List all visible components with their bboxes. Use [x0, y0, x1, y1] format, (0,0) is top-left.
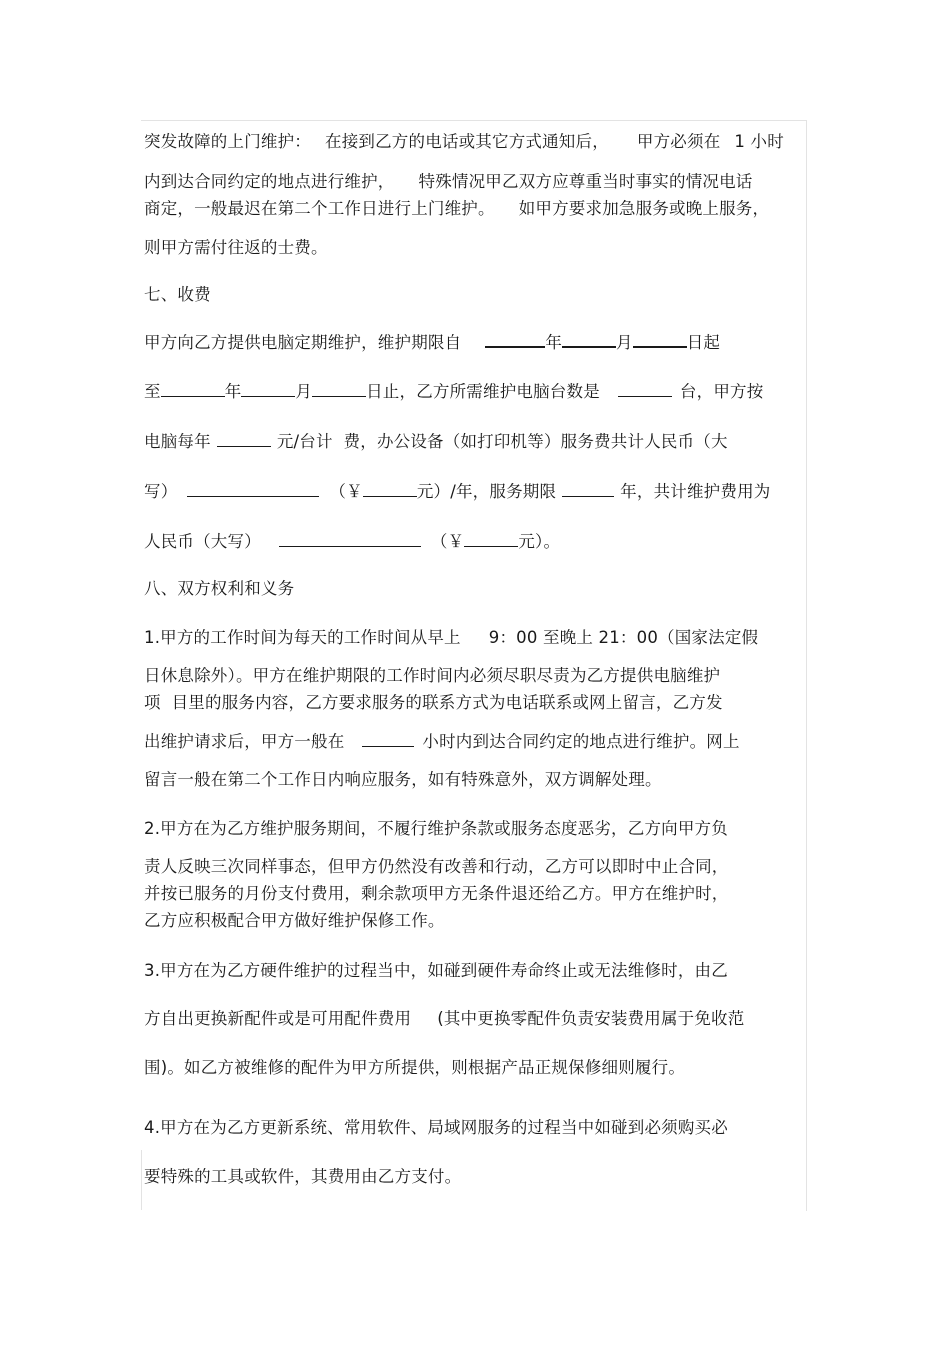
clause-1-line-1 — [144, 627, 758, 649]
end-year-blank[interactable] — [161, 381, 225, 397]
fee-text: 元/台计 费，办公设备（如打印机等）服务费共计人民币（大 — [276, 432, 728, 451]
clause-text: 9：00 至晚上 21：00（国家法定假 — [488, 628, 759, 647]
fee-text: 年 — [545, 333, 563, 352]
fee-line-5 — [144, 531, 560, 553]
onsite-line-4: 则甲方需付往返的士费。 — [144, 238, 328, 257]
fee-text: （￥ — [430, 532, 465, 551]
onsite-line-3 — [144, 198, 769, 220]
start-day-blank[interactable] — [633, 331, 687, 348]
onsite-text: 特殊情况甲乙双方应尊重当时事实的情况电话 — [418, 172, 753, 191]
grand-total-amount-blank[interactable] — [464, 531, 518, 547]
page-frame-left-edge — [141, 1150, 142, 1210]
onsite-line-2 — [144, 171, 753, 193]
annual-fee-blank[interactable] — [217, 431, 271, 447]
clause-2-line-3: 并按已服务的月份支付费用，剩余款项甲方无条件退还给乙方。甲方在维护时， — [144, 884, 729, 903]
clause-text: 方自出更换新配件或是可用配件费用 — [144, 1009, 412, 1028]
clause-2-line-4: 乙方应积极配合甲方做好维护保修工作。 — [144, 911, 445, 930]
onsite-text: 内到达合同约定的地点进行维护， — [144, 172, 395, 191]
fee-text: 甲方向乙方提供电脑定期维护，维护期限自 — [144, 333, 462, 352]
clause-1-line-3: 项 目里的服务内容，乙方要求服务的联系方式为电话联系或网上留言，乙方发 — [144, 693, 723, 712]
clause-1-line-4 — [144, 731, 740, 753]
section-heading-rights: 八、双方权利和义务 — [144, 579, 295, 598]
onsite-text: 突发故障的上门维护： — [144, 132, 311, 151]
clause-3-line-1: 3.甲方在为乙方硬件维护的过程当中，如碰到硬件寿命终止或无法维修时，由乙 — [144, 961, 728, 980]
fee-text: 日起 — [686, 333, 721, 352]
start-month-blank[interactable] — [562, 331, 616, 348]
onsite-text: 甲方必须在 — [636, 132, 721, 151]
clause-4-line-2: 要特殊的工具或软件，其费用由乙方支付。 — [144, 1167, 462, 1186]
fee-line-3 — [144, 431, 728, 453]
fee-text: 元）。 — [518, 532, 561, 551]
response-hours-blank[interactable] — [362, 731, 414, 747]
onsite-text: 1 小时 — [734, 132, 784, 151]
section-heading-fees: 七、收费 — [144, 285, 211, 304]
clause-2-line-1: 2.甲方在为乙方维护服务期间，不履行维护条款或服务态度恶劣，乙方向甲方负 — [144, 819, 728, 838]
fee-text: 日止，乙方所需维护电脑台数是 — [366, 382, 600, 401]
annual-total-amount-blank[interactable] — [363, 481, 417, 497]
clause-text: 出维护请求后，甲方一般在 — [144, 732, 345, 751]
fee-text: 元）/年，服务期限 — [416, 482, 557, 501]
clause-2-line-2: 责人反映三次同样事态，但甲方仍然没有改善和行动，乙方可以即时中止合同， — [144, 857, 729, 876]
clause-text: (其中更换零配件负责安装费用属于免收范 — [437, 1009, 745, 1028]
onsite-text: 在接到乙方的电话或其它方式通知后， — [325, 132, 609, 151]
clause-text: 小时内到达合同约定的地点进行维护。网上 — [422, 732, 740, 751]
grand-total-words-blank[interactable] — [279, 531, 421, 547]
computer-count-blank[interactable] — [618, 381, 672, 397]
clause-3-line-3: 围)。如乙方被维修的配件为甲方所提供，则根据产品正规保修细则履行。 — [144, 1058, 686, 1077]
clause-4-line-1: 4.甲方在为乙方更新系统、常用软件、局域网服务的过程当中如碰到必须购买必 — [144, 1118, 728, 1137]
fee-text: 人民币（大写） — [144, 532, 261, 551]
onsite-line-1 — [144, 131, 784, 153]
fee-text: 年 — [224, 382, 242, 401]
clause-text: 1.甲方的工作时间为每天的工作时间从早上 — [144, 628, 461, 647]
annual-total-words-blank[interactable] — [187, 481, 319, 497]
fee-line-4 — [144, 481, 770, 503]
clause-1-line-5: 留言一般在第二个工作日内响应服务，如有特殊意外，双方调解处理。 — [144, 770, 662, 789]
fee-text: 电脑每年 — [144, 432, 211, 451]
end-day-blank[interactable] — [312, 381, 366, 397]
fee-text: （￥ — [329, 482, 363, 501]
clause-3-line-2 — [144, 1008, 744, 1030]
onsite-text: 如甲方要求加急服务或晚上服务， — [518, 199, 770, 218]
fee-text: 台，甲方按 — [679, 382, 764, 401]
start-year-blank[interactable] — [485, 331, 545, 348]
fee-line-1 — [144, 331, 720, 354]
onsite-text: 商定，一般最迟在第二个工作日进行上门维护。 — [144, 199, 495, 218]
fee-text: 写） — [144, 482, 178, 501]
fee-text: 年，共计维护费用为 — [620, 482, 771, 501]
service-years-blank[interactable] — [562, 481, 614, 497]
fee-text: 月 — [616, 333, 633, 352]
fee-line-2 — [144, 381, 763, 403]
fee-text: 月 — [295, 382, 313, 401]
end-month-blank[interactable] — [241, 381, 295, 397]
clause-1-line-2: 日休息除外）。甲方在维护期限的工作时间内必须尽职尽责为乙方提供电脑维护 — [144, 666, 721, 685]
fee-text: 至 — [144, 382, 161, 401]
